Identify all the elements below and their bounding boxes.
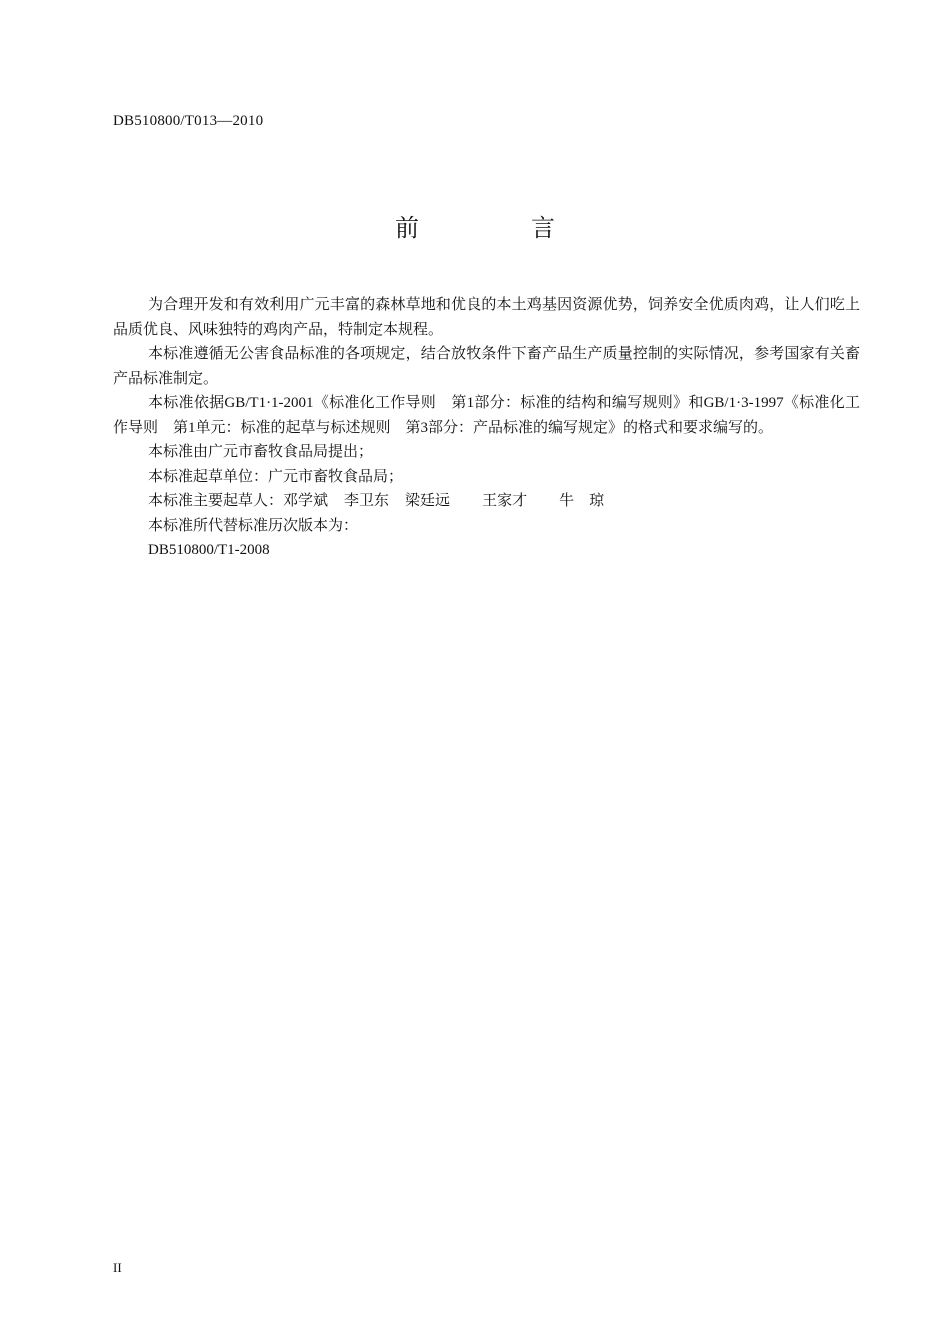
page-number: II: [113, 1260, 122, 1275]
drafter-name: 王家才: [482, 493, 528, 509]
foreword-body: [113, 293, 860, 563]
paragraph-purpose: 为合理开发和有效利用广元丰富的森林草地和优良的本土鸡基因资源优势，饲养安全优质肉鸡，让人们吃上品质优良、风味独特的鸡肉产品，特制定本规程。: [113, 297, 860, 338]
drafter-name: 李卫东: [344, 493, 390, 509]
paragraph-proposer: 本标准由广元市畜牧食品局提出；: [148, 444, 374, 460]
drafter-name: 牛 琼: [559, 493, 605, 509]
document-code: DB510800/T013—2010: [113, 113, 264, 129]
drafters-label: 本标准主要起草人：: [148, 493, 284, 509]
paragraph-previous-version: DB510800/T1-2008: [148, 542, 270, 558]
paragraph-superseded: 本标准所代替标准历次版本为：: [148, 517, 359, 534]
paragraph-references: 本标准依据GB/T1·1-2001《标准化工作导则 第1部分：标准的结构和编写规则》和GB/1·3-1997《标准化工作导则 第1单元：标准的起草与标述规则 第3部分：产品标准的编写规定》的格式和要求编写的。: [113, 395, 860, 436]
drafter-name: 邓学斌: [283, 493, 329, 509]
drafter-name: 梁廷远: [405, 493, 451, 509]
section-title: 前 言: [395, 214, 599, 242]
paragraph-drafters: [113, 489, 860, 514]
paragraph-drafting-unit: 本标准起草单位：广元市畜牧食品局；: [148, 468, 404, 485]
paragraph-basis: 本标准遵循无公害食品标准的各项规定，结合放牧条件下畜产品生产质量控制的实际情况，参考国家有关畜产品标准制定。: [113, 346, 860, 387]
